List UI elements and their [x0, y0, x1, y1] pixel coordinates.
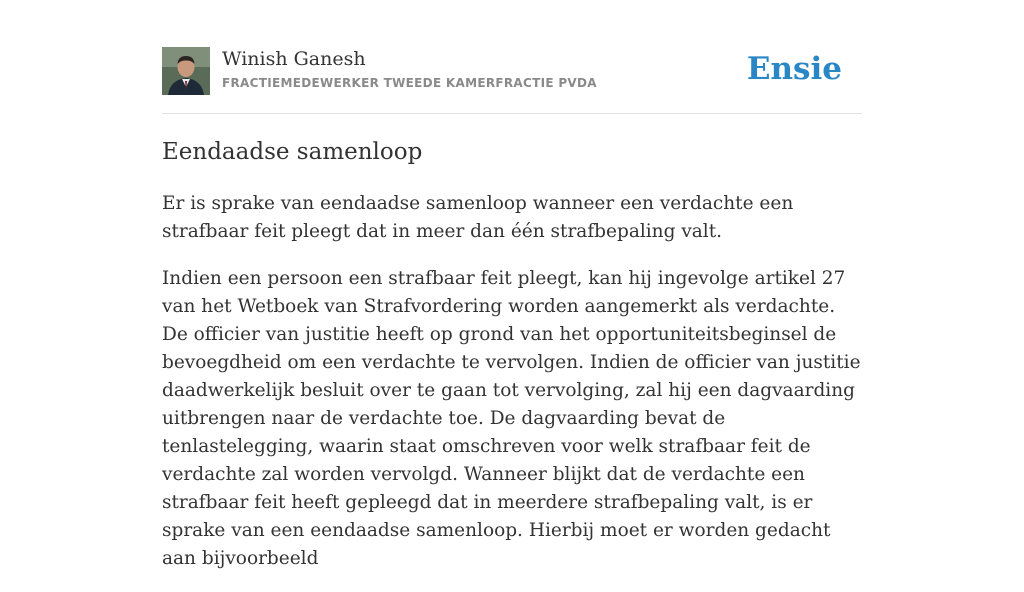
header-divider [162, 113, 862, 114]
author-role: FRACTIEMEDEWERKER TWEEDE KAMERFRACTIE PVDA [222, 76, 597, 90]
author-header [162, 47, 862, 113]
author-avatar[interactable] [162, 47, 210, 95]
article-paragraph: Er is sprake van eendaadse samenloop wanneer een verdachte een strafbaar feit pleegt dat in meer dan één strafbepaling valt. [162, 193, 794, 242]
avatar-photo [162, 47, 210, 95]
article-body [162, 190, 862, 592]
article-paragraph: Indien een persoon een strafbaar feit pleegt, kan hij ingevolge artikel 27 van het Wetboek van Strafvordering worden aangemerkt als verdachte. De officier van justitie heeft op grond van het opportuniteitsbeginsel de bevoegdheid om een verdachte te vervolgen. Indien de officier van justitie daadwerkelijk besluit over te gaan tot vervolging, zal hij een dagvaarding uitbrengen naar de verdachte toe. De dagvaarding bevat de tenlastelegging, waarin staat omschreven voor welk strafbaar feit de verdachte zal worden vervolgd. Wanneer blijkt dat de verdachte een strafbaar feit heeft gepleegd dat in meerdere strafbepaling valt, is er sprake van een eendaadse samenloop. Hierbij moet er worden gedacht aan bijvoorbeeld [162, 268, 861, 569]
ensie-logo[interactable]: Ensie [746, 51, 842, 87]
author-name[interactable]: Winish Ganesh [222, 48, 366, 70]
article-title: Eendaadse samenloop [162, 139, 423, 165]
